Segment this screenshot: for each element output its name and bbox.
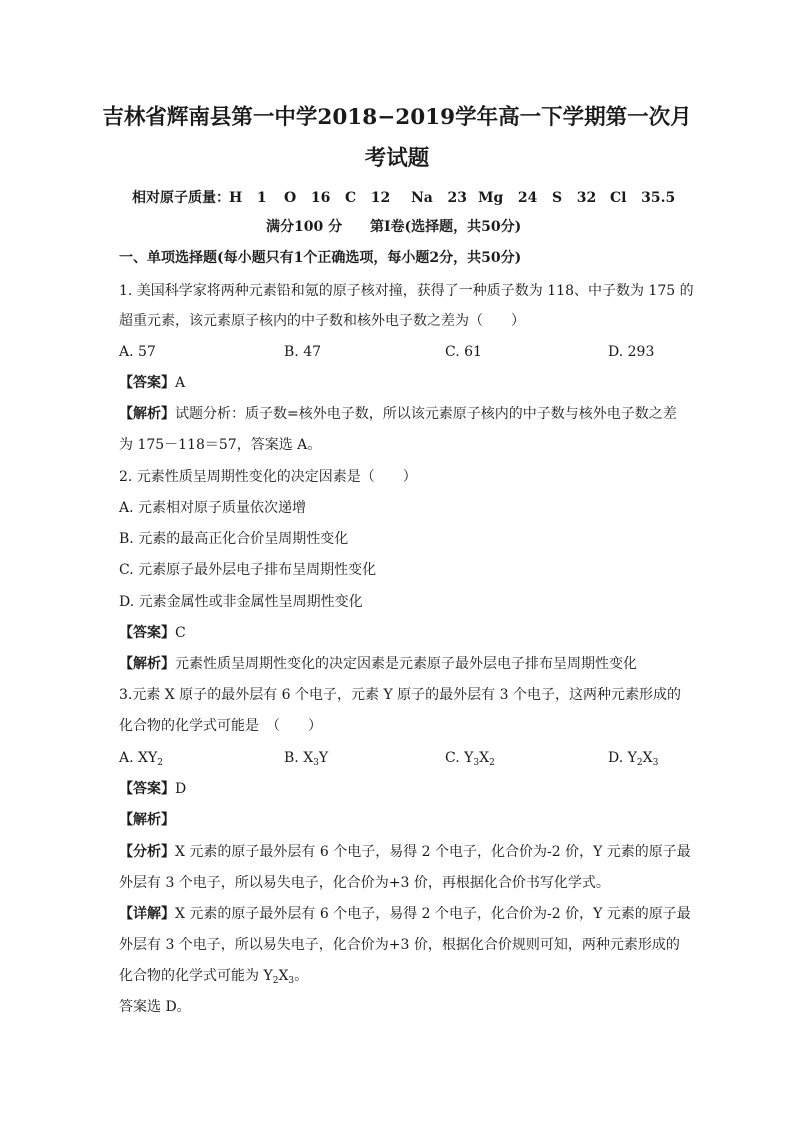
q3-analysis-label: 【解析】 <box>119 812 175 828</box>
volume-heading: 第Ⅰ卷(选择题，共50分) <box>370 219 522 235</box>
q3-option-c: C. $Y_3X_2$ <box>445 750 495 768</box>
q1-option-d: D. 293 <box>608 344 655 360</box>
doc-title-line2: 考试题 <box>364 146 430 171</box>
mass-c: C 12 <box>345 190 391 206</box>
q2-option-a: A. 元素相对原子质量依次递增 <box>119 500 307 516</box>
mass-cl: Cl 35.5 <box>610 190 676 206</box>
q1-option-b: B. 47 <box>284 344 322 360</box>
q3-xiangjie-line1: 【详解】X 元素的原子最外层有 6 个电子，易得 2 个电子，化合价为-2 价，Y 元素的原子最 <box>119 906 691 922</box>
q3-option-b: B. $X_3Y$ <box>284 750 329 768</box>
q1-stem-line2: 超重元素，该元素原子核内的中子数和核外电子数之差为（ ） <box>119 313 525 329</box>
mass-o: O 16 <box>284 190 331 206</box>
mass-h: H 1 <box>229 190 267 206</box>
mass-s: S 32 <box>552 190 597 206</box>
q2-option-d: D. 元素金属性或非金属性呈周期性变化 <box>119 594 363 610</box>
q3-xiangjie-line3: 化合物的化学式可能为 $Y_2X_3$。 <box>119 968 309 986</box>
q3-answer: 【答案】D <box>119 781 187 797</box>
mass-na: Na 23 <box>411 190 467 206</box>
q1-option-a: A. 57 <box>119 344 156 360</box>
q3-fenxi-line1: 【分析】X 元素的原子最外层有 6 个电子，易得 2 个电子，化合价为-2 价，Y 元素的原子最 <box>119 844 691 860</box>
q2-answer: 【答案】C <box>119 625 186 641</box>
q1-stem-line1: 1. 美国科学家将两种元素铅和氪的原子核对撞，获得了一种质子数为 118、中子数为 175 的 <box>119 283 694 299</box>
section-heading: 一、单项选择题(每小题只有1个正确选项，每小题2分，共50分) <box>119 250 522 266</box>
q2-stem: 2. 元素性质呈周期性变化的决定因素是（ ） <box>119 469 417 485</box>
q2-option-b: B. 元素的最高正化合价呈周期性变化 <box>119 531 349 547</box>
q2-analysis: 【解析】元素性质呈周期性变化的决定因素是元素原子最外层电子排布呈周期性变化 <box>119 656 637 672</box>
q1-analysis-line1: 【解析】试题分析：质子数=核外电子数，所以该元素原子核内的中子数与核外电子数之差 <box>119 406 677 422</box>
q1-option-c: C. 61 <box>445 344 482 360</box>
q3-stem-line1: 3.元素 X 原子的最外层有 6 个电子，元素 Y 原子的最外层有 3 个电子，这两种元素形成的 <box>119 687 681 703</box>
q3-stem-line2: 化合物的化学式可能是 （ ） <box>119 718 322 734</box>
mass-mg: Mg 24 <box>478 190 538 206</box>
q3-option-d: D. $Y_2X_3$ <box>608 750 659 768</box>
q1-answer: 【答案】A <box>119 375 186 391</box>
atomic-mass-label: 相对原子质量： <box>132 190 230 206</box>
q3-fenxi-line2: 外层有 3 个电子，所以易失电子，化合价为+3 价，再根据化合价书写化学式。 <box>119 875 610 891</box>
doc-title-line1: 吉林省辉南县第一中学2018−2019学年高一下学期第一次月 <box>102 105 692 130</box>
q1-analysis-line2: 为 175－118＝57，答案选 A。 <box>119 437 322 453</box>
total-score: 满分100 分 <box>266 219 343 235</box>
q3-conclusion: 答案选 D。 <box>119 999 191 1015</box>
q3-option-a: A. $XY_2$ <box>119 750 163 768</box>
q2-option-c: C. 元素原子最外层电子排布呈周期性变化 <box>119 562 377 578</box>
q3-xiangjie-line2: 外层有 3 个电子，所以易失电子，化合价为+3 价，根据化合价规则可知，两种元素形成的 <box>119 937 680 953</box>
